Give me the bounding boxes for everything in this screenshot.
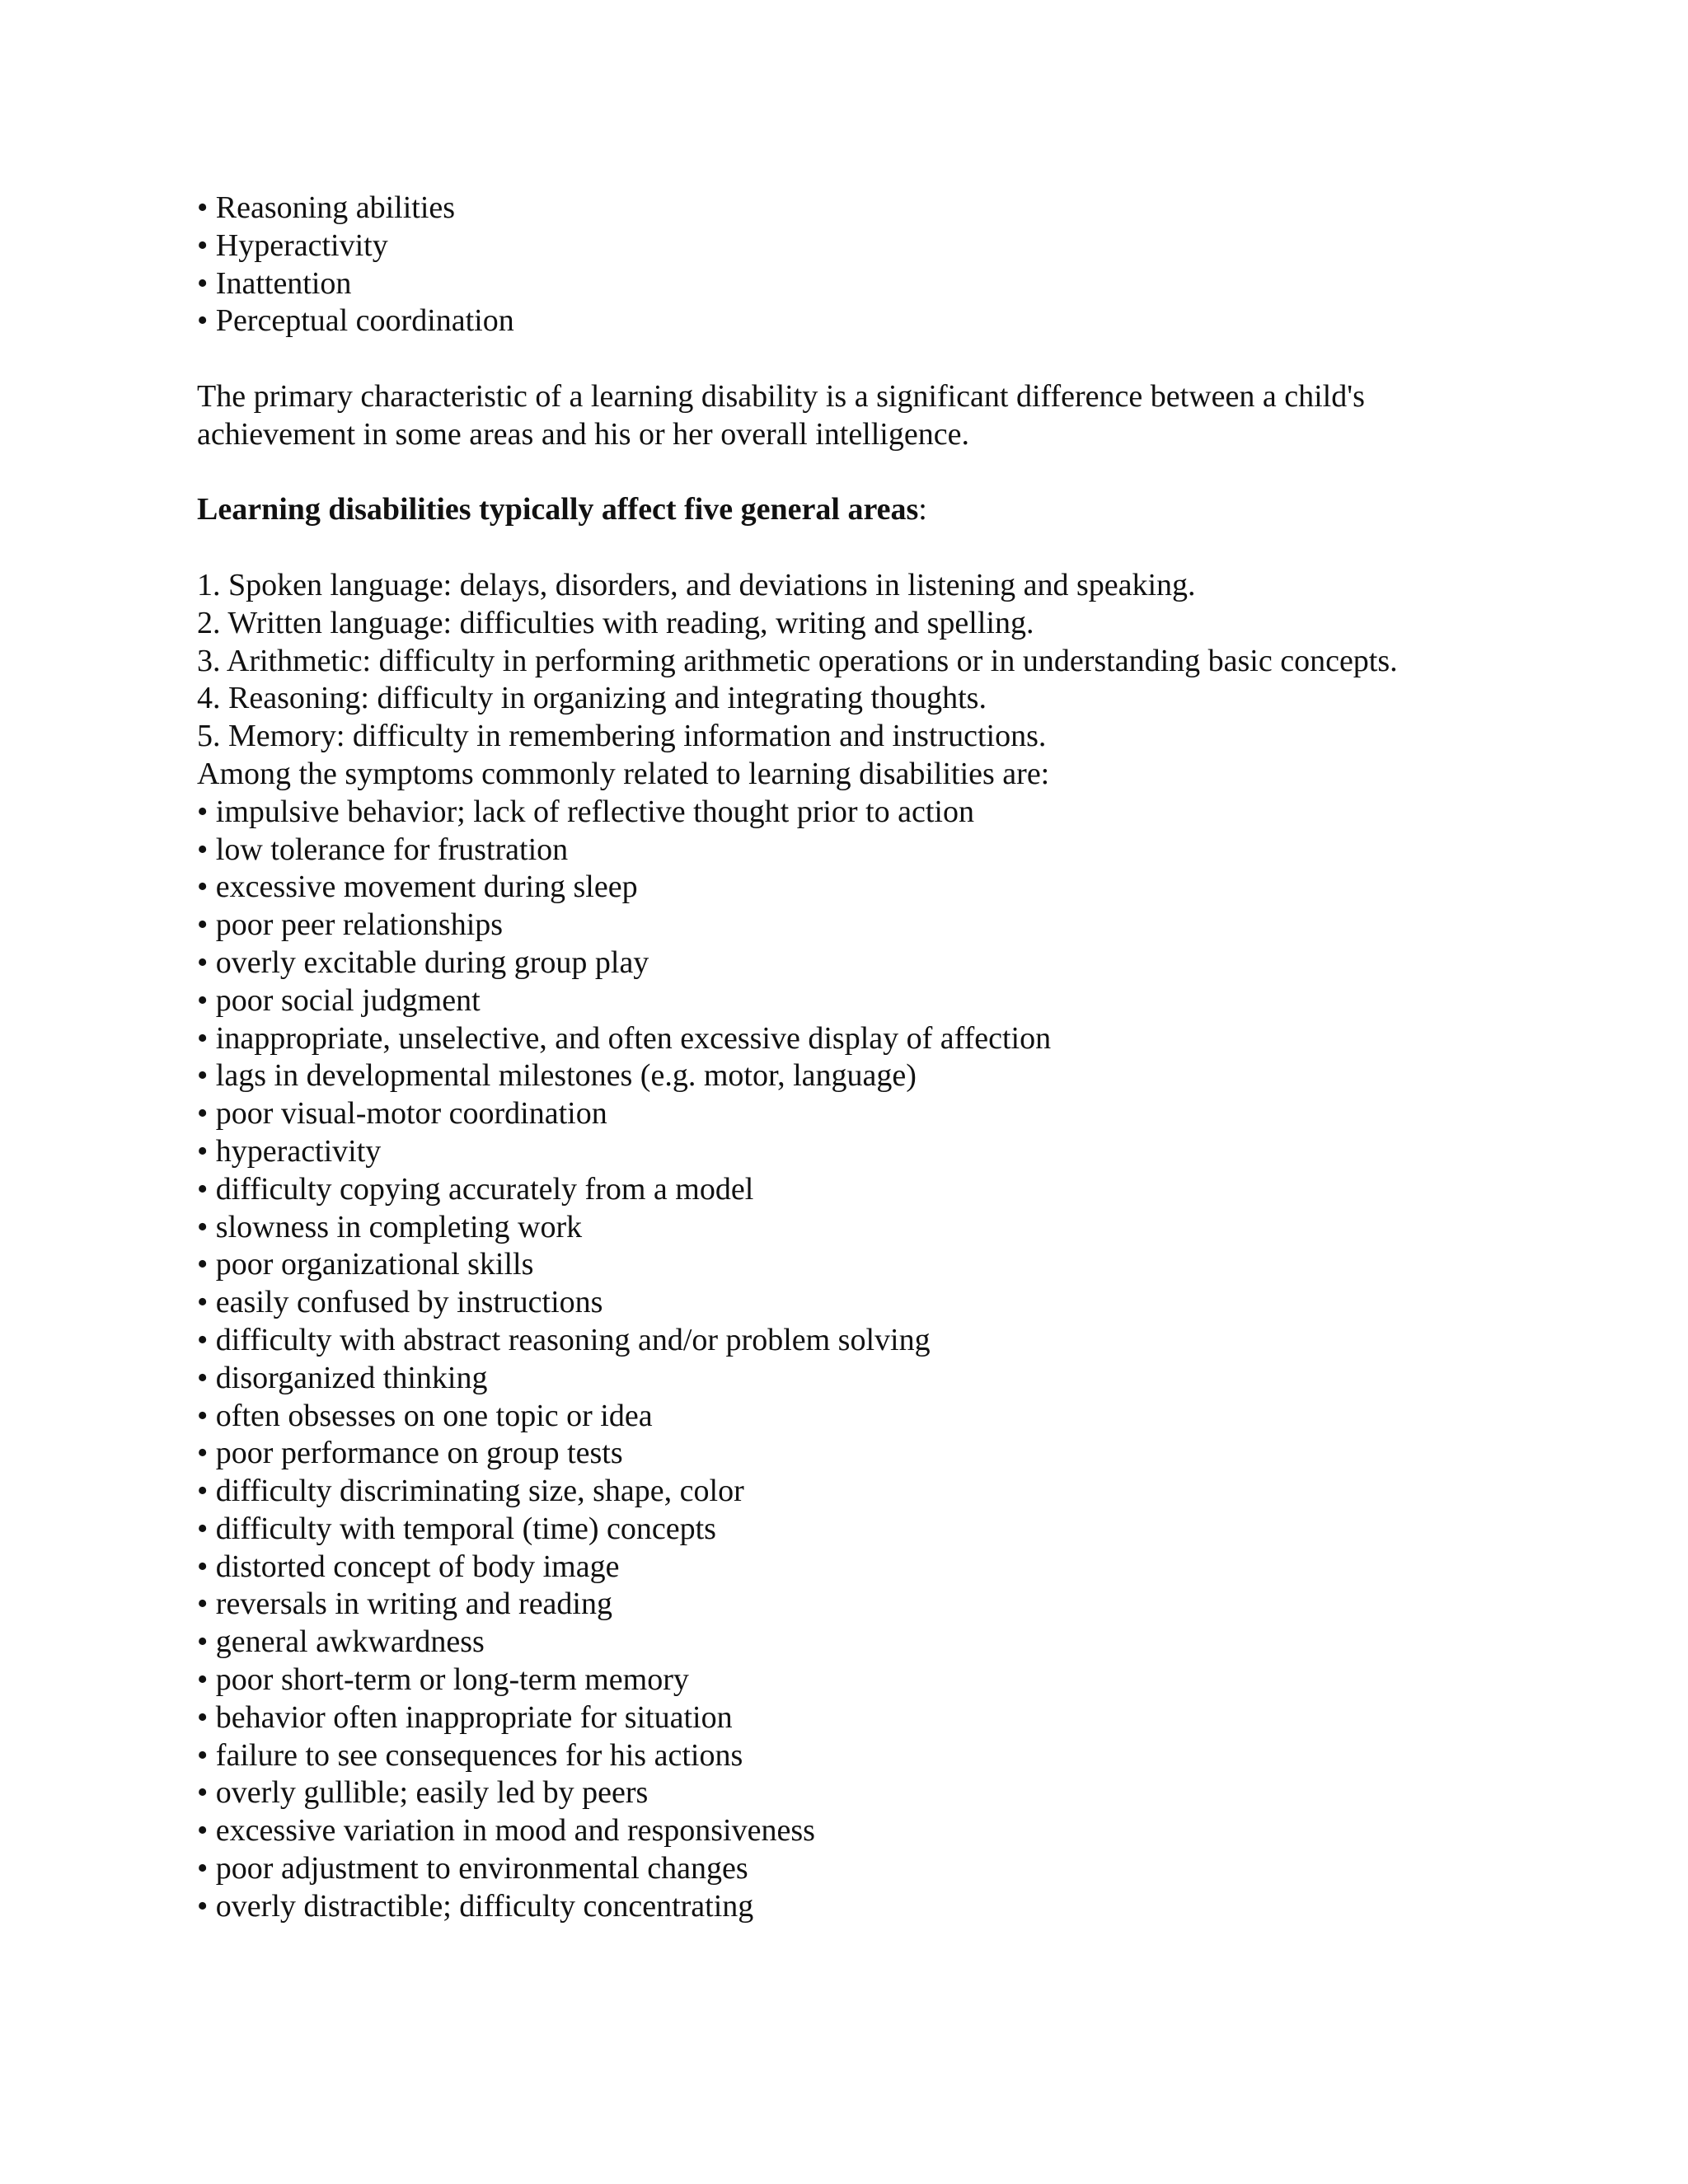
list-item: • low tolerance for frustration [197, 832, 569, 867]
list-item: • general awkwardness [197, 1624, 485, 1660]
document-page [197, 190, 1549, 1926]
list-item: 3. Arithmetic: difficulty in performing arithmetic operations or in understanding basic concepts. [197, 643, 1398, 678]
paragraph-line: achievement in some areas and his or her overall intelligence. [197, 416, 969, 452]
section-heading [197, 491, 1549, 529]
list-item: • poor organizational skills [197, 1247, 534, 1282]
section-heading-bold: Learning disabilities typically affect five general areas [197, 492, 919, 527]
list-item: 4. Reasoning: difficulty in organizing and integrating thoughts. [197, 681, 987, 716]
paragraph-line: The primary characteristic of a learning disability is a significant difference between a child's [197, 378, 1365, 414]
list-item: • Inattention [197, 265, 352, 301]
list-item: • disorganized thinking [197, 1360, 488, 1395]
list-item: • overly gullible; easily led by peers [197, 1775, 649, 1811]
list-item: • poor performance on group tests [197, 1436, 623, 1471]
list-item: • excessive movement during sleep [197, 869, 638, 905]
spacer [197, 454, 1549, 492]
list-item: • inappropriate, unselective, and often excessive display of affection [197, 1020, 1052, 1056]
symptoms-intro: Among the symptoms commonly related to learning disabilities are: [197, 756, 1050, 791]
areas-list [197, 567, 1549, 756]
list-item: • difficulty copying accurately from a model [197, 1171, 754, 1207]
list-item: • reversals in writing and reading [197, 1586, 612, 1622]
list-item: • overly distractible; difficulty concentrating [197, 1888, 754, 1924]
list-item: • slowness in completing work [197, 1209, 583, 1244]
list-item: • often obsesses on one topic or idea [197, 1398, 653, 1433]
spacer [197, 529, 1549, 567]
list-item: • distorted concept of body image [197, 1549, 620, 1584]
list-item: 1. Spoken language: delays, disorders, and deviations in listening and speaking. [197, 567, 1196, 602]
intro-bullet-list [197, 190, 1549, 340]
list-item: 2. Written language: difficulties with reading, writing and spelling. [197, 605, 1034, 640]
list-item: • poor short-term or long-term memory [197, 1662, 689, 1698]
list-item: • poor visual-motor coordination [197, 1096, 607, 1132]
list-item: 5. Memory: difficulty in remembering information and instructions. [197, 719, 1047, 754]
list-item: • difficulty discriminating size, shape, color [197, 1474, 744, 1509]
symptoms-list [197, 794, 1549, 1926]
primary-characteristic-paragraph [197, 378, 1549, 454]
list-item: • hyperactivity [197, 1133, 382, 1169]
spacer [197, 340, 1549, 378]
list-item: • excessive variation in mood and responsiveness [197, 1813, 815, 1849]
list-item: • lags in developmental milestones (e.g. motor, language) [197, 1058, 917, 1094]
section-heading-suffix: : [918, 492, 927, 527]
list-item: • difficulty with temporal (time) concepts [197, 1511, 716, 1546]
list-item: • easily confused by instructions [197, 1285, 603, 1320]
list-item: • poor social judgment [197, 982, 481, 1018]
list-item: • impulsive behavior; lack of reflective thought prior to action [197, 794, 974, 829]
list-item: • Perceptual coordination [197, 303, 514, 339]
list-item: • poor adjustment to environmental changes [197, 1851, 748, 1886]
list-item: • poor peer relationships [197, 907, 504, 943]
list-item: • Reasoning abilities [197, 190, 456, 225]
list-item: • overly excitable during group play [197, 944, 649, 980]
list-item: • Hyperactivity [197, 227, 388, 263]
list-item: • behavior often inappropriate for situation [197, 1699, 733, 1735]
list-item: • difficulty with abstract reasoning and/or problem solving [197, 1322, 931, 1357]
list-item: • failure to see consequences for his actions [197, 1737, 743, 1773]
